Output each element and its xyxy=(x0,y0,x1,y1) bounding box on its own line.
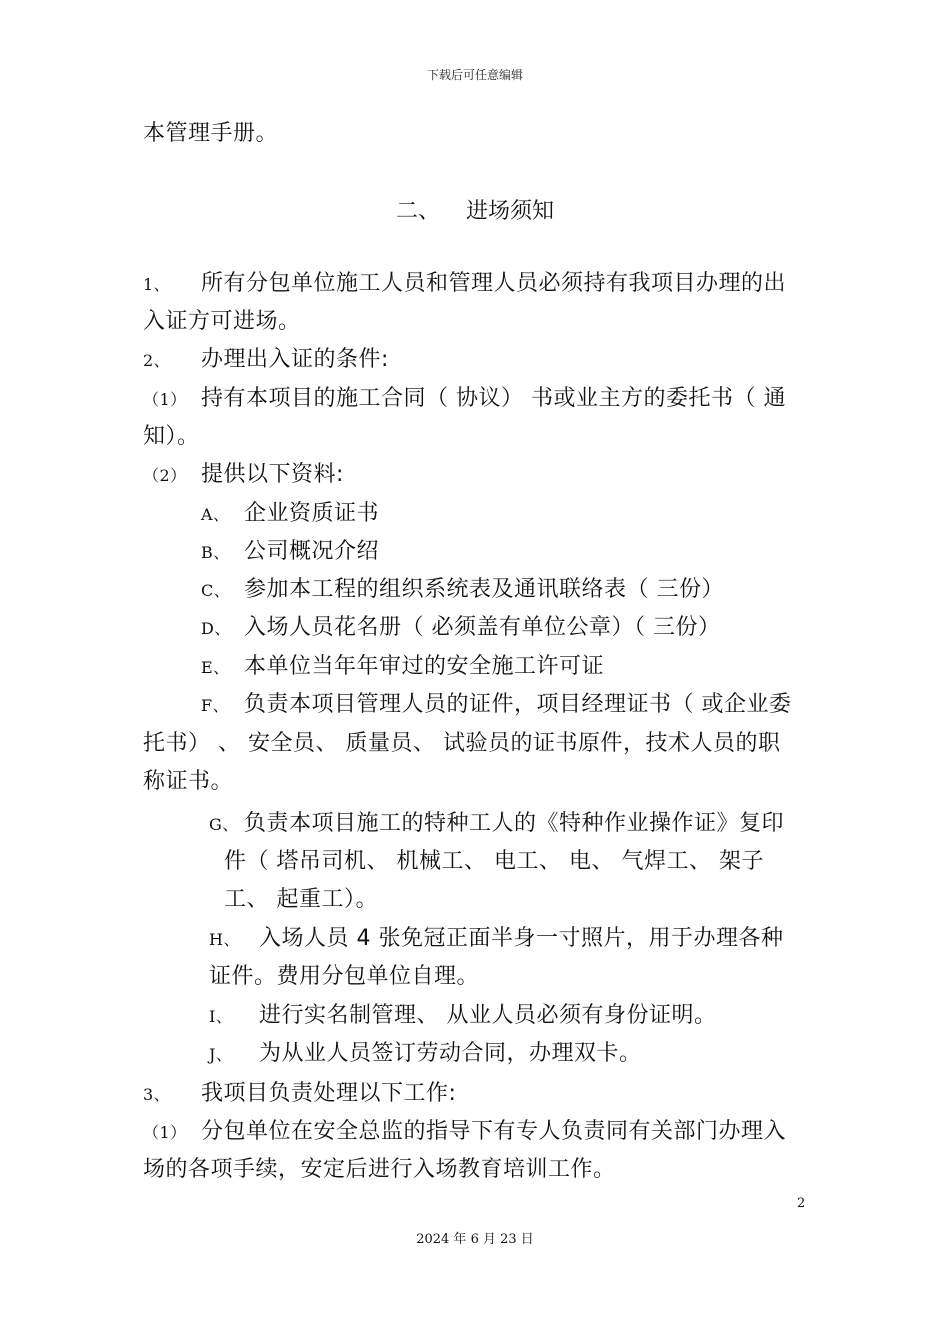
item-text: 证件。费用分包单位自理。 xyxy=(209,964,480,989)
item-line xyxy=(143,270,170,299)
item-line xyxy=(201,538,230,567)
item-marker: B、 xyxy=(201,543,230,562)
item-text: 工、 起重工）。 xyxy=(224,887,378,912)
item-marker: J、 xyxy=(209,1045,233,1064)
item-text: 分包单位在安全总监的指导下有专人负责同有关部门办理入 xyxy=(201,1119,787,1144)
item-marker: （1） xyxy=(143,1123,187,1142)
footer-date: 2024 年 6 月 23 日 xyxy=(416,1232,534,1247)
item-text: 所有分包单位施工人员和管理人员必须持有我项目办理的出 xyxy=(201,271,787,296)
item-text: 参加本工程的组织系统表及通讯联络表（ 三份） xyxy=(244,577,724,602)
item-line xyxy=(201,576,230,605)
item-text: 企业资质证书 xyxy=(244,501,380,526)
item-text: 提供以下资料: xyxy=(201,462,344,487)
item-marker: H、 xyxy=(209,930,240,949)
item-marker: C、 xyxy=(201,581,231,600)
header-note: 下载后可任意编辑 xyxy=(426,68,523,82)
item-line xyxy=(143,346,170,375)
item-text: 场的各项手续，安定后进行入场教育培训工作。 xyxy=(143,1157,616,1182)
item-marker: I、 xyxy=(209,1007,233,1026)
item-line xyxy=(143,461,187,490)
item-text: 负责本项目施工的特种工人的《特种作业操作证》复印 xyxy=(244,811,785,836)
section-heading xyxy=(0,198,950,226)
item-text: 我项目负责处理以下工作: xyxy=(201,1081,457,1106)
item-marker: （1） xyxy=(143,390,187,409)
item-text: 负责本项目管理人员的证件，项目经理证书（ 或企业委 xyxy=(244,692,792,717)
item-text: 知）。 xyxy=(143,424,200,449)
item-marker: （2） xyxy=(143,466,187,485)
item-marker: F、 xyxy=(201,696,230,715)
page-number: 2 xyxy=(797,1196,806,1211)
item-marker: E、 xyxy=(201,658,230,677)
item-line xyxy=(143,1080,170,1109)
item-text: 公司概况介绍 xyxy=(244,539,380,564)
item-line xyxy=(143,1118,187,1147)
intro-tail: 本管理手册。 xyxy=(143,121,279,146)
item-line xyxy=(201,653,230,682)
item-line xyxy=(201,691,229,720)
item-line xyxy=(201,500,230,529)
item-text: 持有本项目的施工合同（ 协议） 书或业主方的委托书（ 通 xyxy=(201,386,786,411)
item-text: 入证方可进场。 xyxy=(143,309,301,334)
item-line xyxy=(209,925,240,954)
item-marker: G、 xyxy=(209,815,239,834)
item-marker: 3、 xyxy=(143,1085,171,1104)
section-title: 进场须知 xyxy=(466,199,555,224)
item-text: 办理出入证的条件: xyxy=(201,347,389,372)
item-text: 托书） 、 安全员、 质量员、 试验员的证书原件，技术人员的职 xyxy=(143,731,781,756)
item-text: 称证书。 xyxy=(143,769,234,794)
item-marker: 1、 xyxy=(143,275,171,294)
item-marker: D、 xyxy=(201,619,231,638)
item-text: 本单位当年年审过的安全施工许可证 xyxy=(244,654,605,679)
item-marker: 2、 xyxy=(143,351,171,370)
item-text: 入场人员花名册（ 必须盖有单位公章）（ 三份） xyxy=(244,615,721,640)
item-line xyxy=(201,614,231,643)
item-line xyxy=(209,1040,232,1069)
item-text: 入场人员 4 张免冠正面半身一寸照片，用于办理各种 xyxy=(259,926,784,951)
section-number: 二、 xyxy=(395,199,440,224)
item-line xyxy=(209,1002,232,1031)
item-line xyxy=(143,385,187,414)
item-text: 为从业人员签订劳动合同，办理双卡。 xyxy=(259,1041,642,1066)
item-text: 进行实名制管理、 从业人员必须有身份证明。 xyxy=(259,1003,717,1028)
item-marker: A、 xyxy=(201,505,230,524)
item-text: 件（ 塔吊司机、 机械工、 电工、 电、 气焊工、 架子 xyxy=(224,849,764,874)
item-line xyxy=(209,810,239,839)
